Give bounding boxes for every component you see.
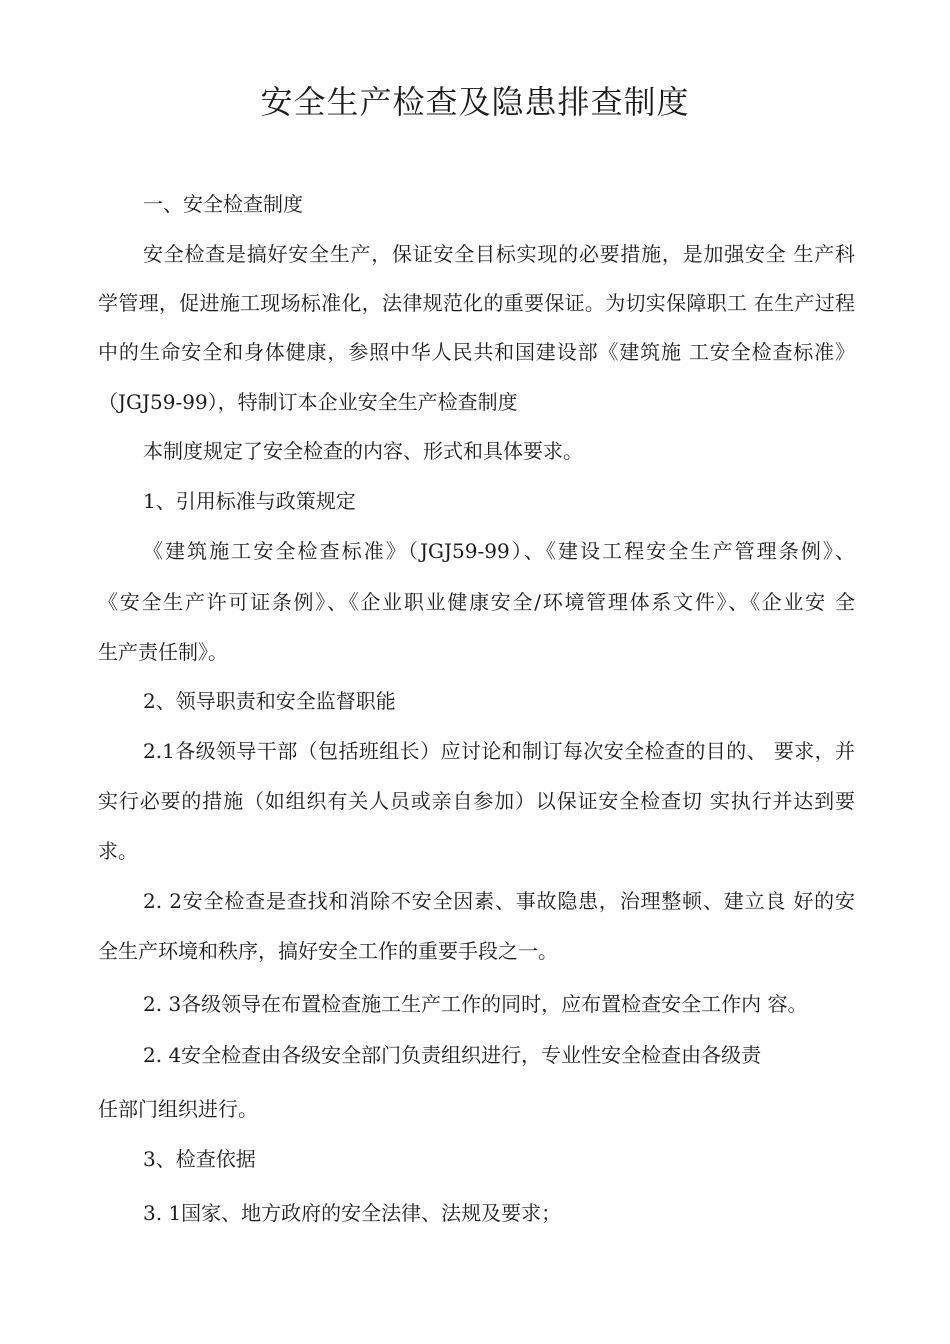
paragraph-line: 中的生命安全和身体健康，参照中华人民共和国建设部《建筑施 工安全检查标准》 (98, 340, 855, 364)
subsection-heading: 1、引用标准与政策规定 (143, 489, 356, 513)
paragraph-line: 《建筑施工安全检查标准》（JGJ59-99）、《建设工程安全生产管理条例》、 (143, 539, 855, 563)
subsection-heading: 2、领导职责和安全监督职能 (143, 689, 396, 713)
paragraph-line: 任部门组织进行。 (98, 1097, 258, 1121)
section-heading: 一、安全检查制度 (143, 192, 303, 216)
paragraph-line: 2.1各级领导干部（包括班组长）应讨论和制订每次安全检查的目的、 要求，并 (143, 739, 855, 763)
paragraph-line: 生产责任制》。 (98, 640, 228, 664)
paragraph-line: 《安全生产许可证条例》、《企业职业健康安全/环境管理体系文件》、《企业安 全 (98, 590, 855, 614)
paragraph-line: 求。 (98, 839, 138, 863)
subsection-heading: 3、检查依据 (143, 1147, 256, 1171)
paragraph-line: 2. 2安全检查是查找和消除不安全因素、事故隐患，治理整顿、建立良 好的安 (143, 889, 855, 913)
document-title: 安全生产检查及隐患排查制度 (260, 83, 690, 121)
paragraph-line: 2. 4安全检查由各级安全部门负责组织进行，专业性安全检查由各级责 (143, 1043, 762, 1067)
paragraph-line: 实行必要的措施（如组织有关人员或亲自参加）以保证安全检查切 实执行并达到要 (98, 789, 855, 813)
paragraph-line: 安全检查是搞好安全生产，保证安全目标实现的必要措施，是加强安全 生产科 (143, 242, 855, 266)
paragraph-line: （JGJ59-99），特制订本企业安全生产检查制度 (98, 390, 518, 414)
paragraph-line: 本制度规定了安全检查的内容、形式和具体要求。 (143, 439, 583, 463)
paragraph-line: 2. 3各级领导在布置检查施工生产工作的同时，应布置检查安全工作内 容。 (143, 992, 808, 1016)
paragraph-line: 学管理，促进施工现场标准化，法律规范化的重要保证。为切实保障职工 在生产过程 (98, 291, 855, 315)
paragraph-line: 全生产环境和秩序，搞好安全工作的重要手段之一。 (98, 939, 558, 963)
paragraph-line: 3. 1国家、地方政府的安全法律、法规及要求； (143, 1201, 562, 1225)
